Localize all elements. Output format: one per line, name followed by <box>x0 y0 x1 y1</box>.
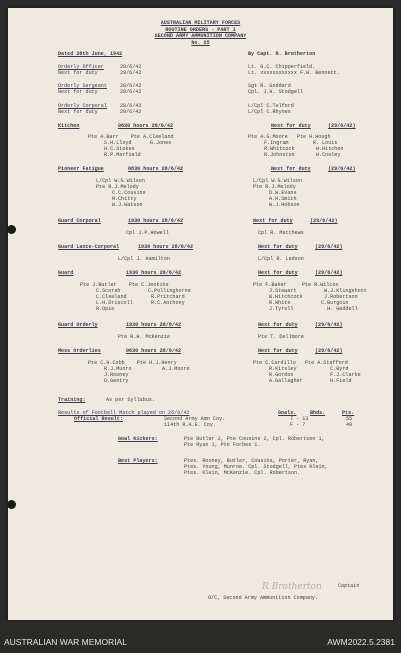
guard-orderly-time: 1930 hours 28/6/42 <box>126 322 182 328</box>
mess-left-row: Pte C.H.Cobb Pte H.J.Henry <box>88 360 177 366</box>
guard-lance-time: 1930 hours 28/6/42 <box>138 244 194 250</box>
football-label: Results of Football Match played on 26/6/42 <box>58 410 190 416</box>
pioneer-right-row: A.H.Smith <box>269 196 297 202</box>
guard-corporal-name: Cpl J.P.Howell <box>126 230 169 236</box>
best-players-line-1: Ptes. Rooney, Butler, Cousins, Porter, Ryan, <box>184 458 319 464</box>
training-text: As per Syllabus. <box>106 397 155 403</box>
guard-lance-next-name: L/Cpl R. Ledson <box>258 256 304 262</box>
corporal-3: L/Cpl C.Rhynes <box>248 109 291 115</box>
guard-right-row: J.Stewart W.J.Klingshott <box>269 288 367 294</box>
kitchen-left-row: H.C.Stokes <box>104 146 135 152</box>
guard-right-row: J.Tyrell H. Geddell <box>269 306 358 312</box>
guard-title: Guard <box>58 270 74 276</box>
next-duty-label-1: Next for duty <box>58 70 98 76</box>
training-label: Training: <box>58 397 86 403</box>
pioneer-right-row: D.W.Evans <box>269 190 297 196</box>
pioneer-left-row: W.J.Watson <box>112 202 143 208</box>
guard-left-row: Pte J.Butler Pte C.Jenkins <box>80 282 169 288</box>
kitchen-left-row: R.P.Marfield <box>104 152 141 158</box>
guard-lance-next-date: (29/6/42) <box>315 244 343 250</box>
pioneer-right-row: W.J.Hobson <box>269 202 300 208</box>
document-page <box>8 8 393 620</box>
football-official-label: Official Result: <box>74 416 123 422</box>
header-line-3: SECOND ARMY AMMUNITION COMPANY <box>154 33 247 39</box>
orderly-officer-date: 28/6/42 <box>120 64 142 70</box>
football-team-2-points: 49 <box>346 422 353 428</box>
guard-next-label: Next for duty <box>258 270 298 276</box>
punch-hole-top <box>7 225 16 234</box>
guard-right-row: R.White C.Burgoin <box>269 300 349 306</box>
corporal-2: L/Cpl C.Telford <box>248 103 294 109</box>
orderly-officer-label: Orderly Officer <box>58 64 104 70</box>
football-team-1-score: 7 - 13 <box>290 416 309 422</box>
football-col-behinds: Bhds. <box>310 410 326 416</box>
archive-footer <box>0 629 401 653</box>
guard-left-row: L.Cleeland R.Pritchard <box>96 294 185 300</box>
kitchen-title: Kitchen <box>58 123 80 129</box>
orderly-sergeant-label: Orderly Sergeant <box>58 83 107 89</box>
archive-reference: AWM2022.5.2381 <box>327 637 395 647</box>
guard-orderly-next-name: Pte T. Dellmore <box>258 334 304 340</box>
pioneer-next-label: Next for duty <box>271 166 311 172</box>
goal-kickers-line-1: Pte Butler 2, Pte Cousins 2, Cpl. Robertson 1, <box>184 436 325 442</box>
header-line-2: ROUTINE ORDERS - PART 1 <box>165 26 236 33</box>
mess-right-row: A.Gallagher H.Field <box>269 378 352 384</box>
football-team-1-points: 55 <box>346 416 353 422</box>
pioneer-left-row: L/Cpl W.G.Wilson <box>96 178 145 184</box>
mess-time: 0630 hours 28/6/42 <box>126 348 182 354</box>
orderly-corporal-date: 28/6/42 <box>120 103 142 109</box>
mess-next-label: Next for duty <box>258 348 298 354</box>
guard-lance-name: L/Cpl J. Hamilton <box>118 256 170 262</box>
next-duty-date-1: 29/6/42 <box>120 70 142 76</box>
handwritten-signature: R Brotherton <box>262 582 322 592</box>
football-col-goals: Goals. <box>278 410 297 416</box>
guard-corporal-title: Guard Corporal <box>58 218 101 224</box>
best-players-label: Best Players: <box>118 458 158 464</box>
pioneer-next-date: (29/6/42) <box>328 166 356 172</box>
kitchen-right-row: Pte A.G.Moore Pte H.Hough <box>248 134 331 140</box>
guard-left-row: L.H.Driscoll R.C.Anthony <box>96 300 185 306</box>
guard-orderly-next-label: Next for duty <box>258 322 298 328</box>
mess-right-row: R.Kitsley C.Byrd <box>269 366 349 372</box>
next-duty-label-2: Next for duty <box>58 89 98 95</box>
goal-kickers-line-2: Pte Ryan 1, Pte Forbes 1. <box>184 442 261 448</box>
by-order: By Capt. R. Brotherton <box>248 51 316 57</box>
guard-orderly-name: Pte R.H. McKenzie <box>118 334 170 340</box>
kitchen-left-row: Pte A.Barr Pte A.Cleeland <box>88 134 174 140</box>
pioneer-right-row: L/Cpl W.G.Wilson <box>253 178 302 184</box>
guard-left-row: R.Opie <box>96 306 115 312</box>
next-duty-label-3: Next for duty <box>58 109 98 115</box>
guard-lance-next-label: Next for duty <box>258 244 298 250</box>
mess-left-row: D.Gentry <box>104 378 129 384</box>
kitchen-right-row: R.Whitcock H.Hitchen <box>264 146 344 152</box>
football-col-points: Pts. <box>342 410 355 416</box>
mess-right-row: Pte C.Cardillo Pte A.Stafford <box>253 360 348 366</box>
dated-line: Dated 28th June, 1942 <box>58 51 123 57</box>
guard-time: 1930 hours 28/6/42 <box>126 270 182 276</box>
guard-right-row: W.Hitchcock J.Robertson <box>269 294 358 300</box>
lieutenant-2: Lt. xxxxxxxxxxxx F.W. Bennett. <box>248 70 340 76</box>
kitchen-right-row: F.Ingram R. Louis <box>264 140 338 146</box>
archive-name: AUSTRALIAN WAR MEMORIAL <box>4 637 127 647</box>
kitchen-next-label: Next for duty <box>271 123 311 129</box>
guard-lance-title: Guard Lance-Corporal <box>58 244 120 250</box>
kitchen-right-row: R.Johnston H.Cooley <box>264 152 341 158</box>
pioneer-left-row: C.C.Cousins <box>112 190 146 196</box>
pioneer-right-row: Pte R.J.Melody <box>253 184 296 190</box>
orderly-sergeant-date: 28/6/42 <box>120 83 142 89</box>
guard-orderly-next-date: (29/6/42) <box>315 322 343 328</box>
next-duty-date-2: 29/6/42 <box>120 89 142 95</box>
guard-left-row: C.Scorah C.Pollinghorne <box>96 288 191 294</box>
guard-corporal-next-name: Cpl R. Matthews <box>258 230 304 236</box>
header-line-4: No. 25 <box>191 39 210 46</box>
pioneer-time: 0830 hours 28/6/42 <box>128 166 184 172</box>
next-duty-date-3: 29/6/42 <box>120 109 142 115</box>
mess-left-row: J.Rooney <box>104 372 129 378</box>
pioneer-title: Pioneer Fatigue <box>58 166 104 172</box>
corporal-1: Cpl. J.H. Stodgell <box>248 89 304 95</box>
football-team-2-score: F - 7 <box>290 422 306 428</box>
guard-orderly-title: Guard Orderly <box>58 322 98 328</box>
football-team-1: Second Army Amn Coy. <box>164 416 226 422</box>
signature-unit: O/C, Second Army Ammunition Company. <box>208 595 319 601</box>
pioneer-left-row: R.Chitty <box>112 196 137 202</box>
kitchen-time: 0630 hours 28/6/42 <box>118 123 174 129</box>
guard-corporal-next-label: Next for duty <box>253 218 293 224</box>
guard-corporal-next-date: (29/6/42) <box>310 218 338 224</box>
best-players-line-3: Ptes. Klein, McKenzie. Cpl. Robertson. <box>184 470 301 476</box>
punch-hole-bottom <box>7 500 16 509</box>
football-team-2: 114th R.A.E. Coy. <box>164 422 216 428</box>
lieutenant-1: Lt. G.C. Chipperfield. <box>248 64 316 70</box>
guard-right-row: Pte F.Baker Pte R.Wilcox <box>253 282 339 288</box>
guard-corporal-time: 1930 hours 28/6/42 <box>128 218 184 224</box>
best-players-line-2: Ptes. Young, Munroe. Cpl. Stodgell, Ptes Klein, <box>184 464 328 470</box>
mess-left-row: R.J.Munro A.J.Moore <box>104 366 190 372</box>
sergeant: Sgt R. Goddard <box>248 83 291 89</box>
orderly-corporal-label: Orderly Corporal <box>58 103 107 109</box>
goal-kickers-label: Goal Kickers: <box>118 436 158 442</box>
pioneer-left-row: Pte R.J.Melody <box>96 184 139 190</box>
mess-next-date: (29/6/42) <box>315 348 343 354</box>
mess-title: Mess Orderlies <box>58 348 101 354</box>
header-line-1: AUSTRALIAN MILITARY FORCES <box>160 20 241 26</box>
kitchen-left-row: S.H.Lloyd G.Jones <box>104 140 172 146</box>
guard-next-date: (29/6/42) <box>315 270 343 276</box>
signature-rank: Captain <box>338 583 360 589</box>
kitchen-next-date: (29/6/42) <box>328 123 356 129</box>
mess-right-row: R.Gordon F.J.Clarke <box>269 372 361 378</box>
